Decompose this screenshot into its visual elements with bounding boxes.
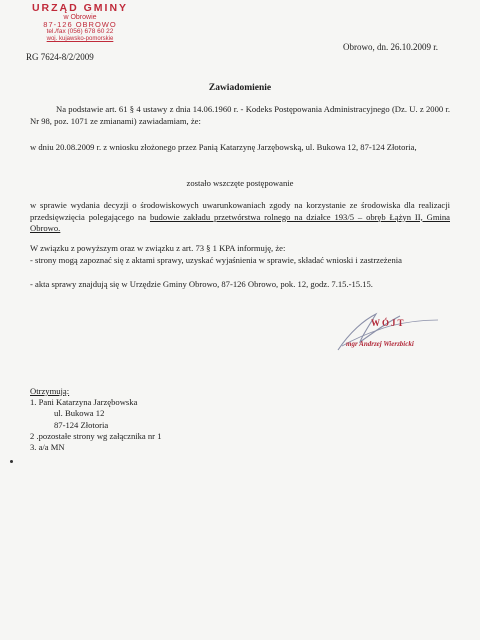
recipient-1-street: ul. Bukowa 12 <box>54 408 105 419</box>
stamp-line-1: URZĄD GMINY <box>31 2 129 14</box>
paragraph-files-location: - akta sprawy znajdują się w Urzędzie Gminy Obrowo, 87-126 Obrowo, pok. 12, godz. 7.15.-15.15. <box>30 279 373 289</box>
subject-text: w sprawie wydania decyzji o środowiskowych uwarunkowaniach zgody na korzystanie ze środowiska dla realizacji przedsięwzięcia polegającego na <box>30 200 450 222</box>
stamp-line-3: 87-126 OBROWO <box>43 20 117 30</box>
recipient-1-city: 87-124 Złotoria <box>54 419 109 430</box>
office-stamp <box>24 3 136 42</box>
paragraph-notice: W związku z powyższym oraz w związku z art. 73 § 1 KPA informuję, że: <box>30 243 286 253</box>
paragraph-application: w dniu 20.08.2009 r. z wniosku złożonego przez Panią Katarzynę Jarzębowską, ul. Bukowa 12, 87-124 Złotoria, <box>30 142 417 152</box>
recipients-block <box>30 386 162 453</box>
recipient-2: 2 .pozostałe strony wg załącznika nr 1 <box>30 430 162 441</box>
stamp-line-2: w Obrowie <box>63 14 97 22</box>
recipient-1: 1. Pani Katarzyna Jarzębowska <box>30 397 138 408</box>
paragraph-rights: - strony mogą zapoznać się z aktami sprawy, uzyskać wyjaśnienia w sprawie, składać wnioski i zastrzeżenia <box>30 255 402 265</box>
place-date: Obrowo, dn. 26.10.2009 r. <box>343 42 438 52</box>
paragraph-legal-basis: Na podstawie art. 61 § 4 ustawy z dnia 14.06.1960 r. - Kodeks Postępowania Administracyjnego (Dz. U. z 2000 r. Nr 98, poz. 1071 ze zmianami) zawiadamiam, że: <box>30 104 450 126</box>
document-title: Zawiadomienie <box>208 83 272 93</box>
paragraph-initiated: zostało wszczęte postępowanie <box>186 178 294 188</box>
stamp-line-5: woj. kujawsko-pomorskie <box>46 36 114 43</box>
signature-role: WÓJT <box>371 318 406 328</box>
subject-underlined: budowie zakładu przetwórstwa rolnego na działce 193/5 – obręb Łążyn II, Gmina Obrowo. <box>30 211 450 233</box>
recipient-3: 3. a/a MN <box>30 442 65 453</box>
paragraph-subject <box>30 200 450 235</box>
stamp-line-4: tel./fax (056) 678 60 22 <box>46 28 114 36</box>
recipients-heading: Otrzymują: <box>30 386 70 396</box>
scan-speck <box>10 460 13 463</box>
signature-graphic <box>330 302 450 372</box>
signature-name: mgr Andrzej Wierzbicki <box>346 340 414 348</box>
reference-number: RG 7624-8/2/2009 <box>26 52 94 62</box>
